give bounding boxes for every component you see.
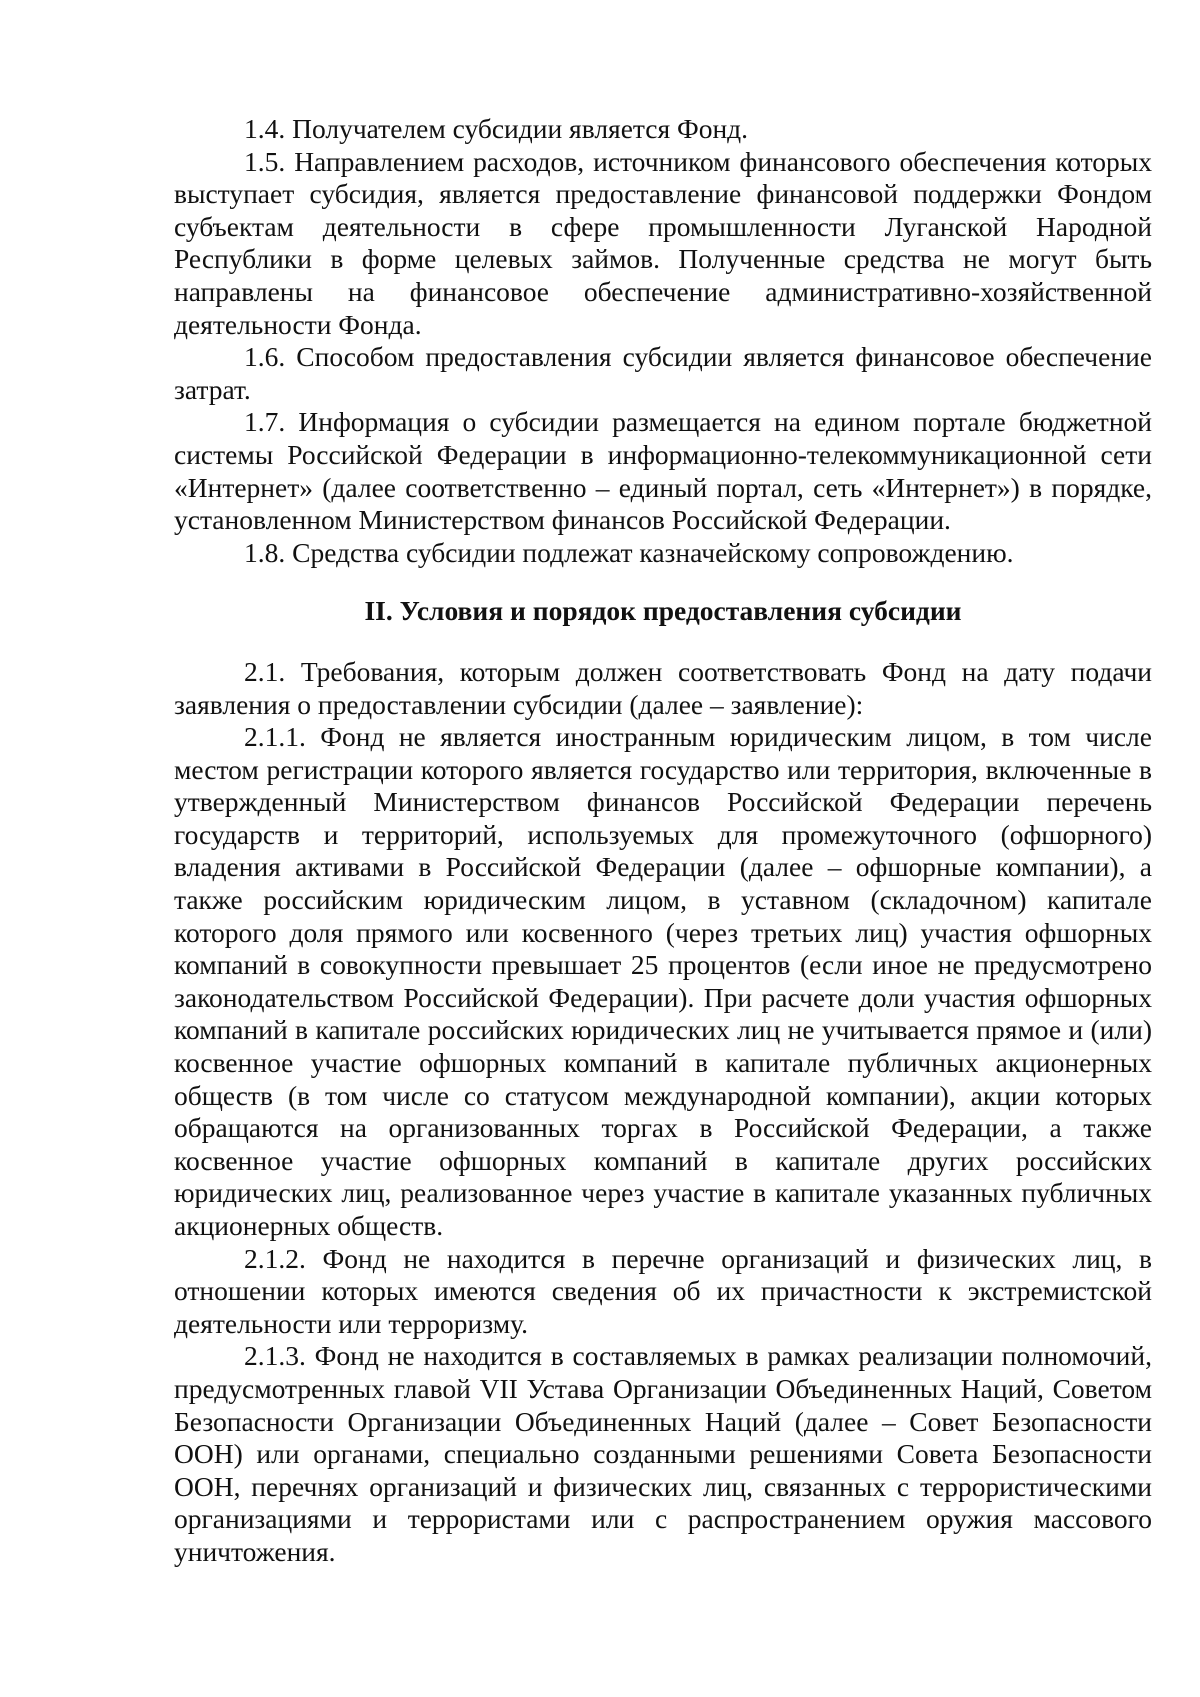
paragraph-1-8: 1.8. Средства субсидии подлежат казначейскому сопровождению. — [244, 536, 1014, 568]
paragraph-1-5: 1.5. Направлением расходов, источником финансового обеспечения которых выступает субсидия, является предоставление финансовой поддержки Фондом субъектам деятельности в сфере промышленности Луганской Народной Республики в форме целевых займов. Полученные средства не могут быть направлены на финансовое обеспечение административно-хозяйственной деятельности Фонда. — [174, 145, 1152, 340]
paragraph-2-1-3: 2.1.3. Фонд не находится в составляемых в рамках реализации полномочий, предусмотренных главой VII Устава Организации Объединенных Наций, Советом Безопасности Организации Объединенных Наций (далее – Совет Безопасности ООН) или органами, специально созданными решениями Совета Безопасности ООН, перечнях организаций и физических лиц, связанных с террористическими организациями и террористами или с распространением оружия массового уничтожения. — [174, 1340, 1152, 1567]
paragraph-2-1-1: 2.1.1. Фонд не является иностранным юридическим лицом, в том числе местом регистрации которого является государство или территория, включенные в утвержденный Министерством финансов Российской Федерации перечень государств и территорий, используемых для промежуточного (офшорного) владения активами в Российской Федерации (далее – офшорные компании), а также российским юридическим лицом, в уставном (складочном) капитале которого доля прямого или косвенного (через третьих лиц) участия офшорных компаний в совокупности превышает 25 процентов (если иное не предусмотрено законодательством Российской Федерации). При расчете доли участия офшорных компаний в капитале российских юридических лиц не учитывается прямое и (или) косвенное участие офшорных компаний в капитале публичных акционерных обществ (в том числе со статусом международной компании), акции которых обращаются на организованных торгах в Российской Федерации, а также косвенное участие офшорных компаний в капитале других российских юридических лиц, реализованное через участие в капитале указанных публичных акционерных обществ. — [174, 721, 1152, 1241]
paragraph-2-1: 2.1. Требования, которым должен соответствовать Фонд на дату подачи заявления о предоставлении субсидии (далее – заявление): — [174, 655, 1152, 720]
paragraph-1-4: 1.4. Получателем субсидии является Фонд. — [244, 113, 749, 144]
document-body — [174, 113, 1152, 1569]
paragraph-1-7: 1.7. Информация о субсидии размещается на едином портале бюджетной системы Российской Федерации в информационно-телекоммуникационной сети «Интернет» (далее соответственно – единый портал, сеть «Интернет») в порядке, установленном Министерством финансов Российской Федерации. — [174, 406, 1152, 536]
paragraph-2-1-2: 2.1.2. Фонд не находится в перечне организаций и физических лиц, в отношении которых имеются сведения об их причастности к экстремистской деятельности или терроризму. — [174, 1242, 1152, 1339]
paragraph-1-6: 1.6. Способом предоставления субсидии является финансовое обеспечение затрат. — [174, 341, 1152, 405]
section-heading: II. Условия и порядок предоставления субсидии — [364, 595, 962, 627]
